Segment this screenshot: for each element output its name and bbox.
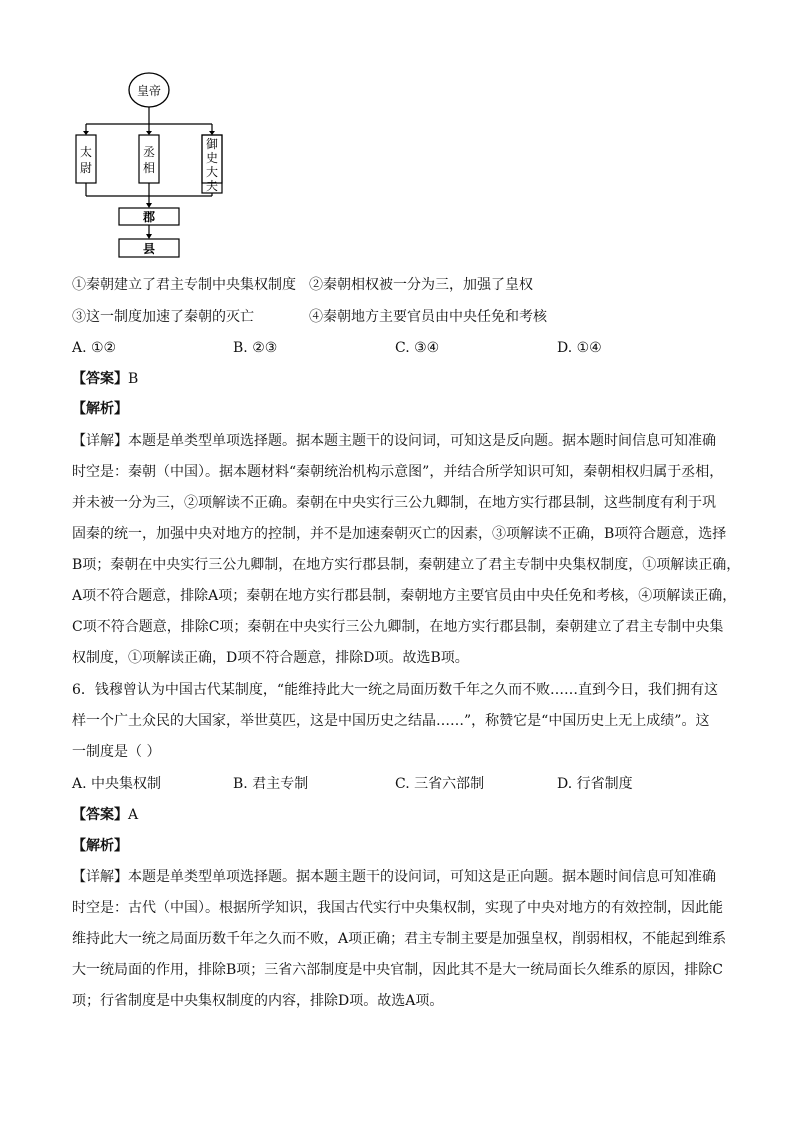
minister-label-taiwei: 太	[79, 145, 93, 159]
svg-text:大: 大	[205, 165, 219, 179]
minister-label-yushidafu: 御	[205, 137, 219, 151]
q5-detail-line: 权制度，①项解读正确，D项不符合题意，排除D项。故选B项。	[72, 650, 469, 666]
answer-label: 【答案】	[72, 807, 128, 823]
statement-3: ③这一制度加速了秦朝的灭亡	[72, 309, 254, 325]
q6-option-d: D. 行省制度	[557, 776, 633, 792]
q5-option-b: B. ②③	[233, 340, 278, 356]
q6-stem-line: 一制度是（ ）	[72, 744, 161, 760]
q6-detail-line: 【详解】本题是单类型单项选择题。据本题主题干的设问词，可知这是正向题。据本题时间信息可知准确	[72, 869, 716, 885]
q5-option-a: A. ①②	[72, 340, 117, 356]
q5-detail-line: 【详解】本题是单类型单项选择题。据本题主题干的设问词，可知这是反向题。据本题时间信息可知准确	[72, 433, 716, 449]
svg-text:相: 相	[142, 161, 156, 175]
minister-box-taiwei	[76, 135, 96, 183]
q5-detail-line: 并未被一分为三，②项解读不正确。秦朝在中央实行三公九卿制，在地方实行郡县制，这些制度有利于巩	[72, 495, 716, 511]
emperor-label: 皇帝	[136, 84, 162, 98]
q6-option-c: C. 三省六部制	[395, 776, 485, 792]
statement-1: ①秦朝建立了君主专制中央集权制度	[72, 277, 296, 293]
q6-analysis-label: 【解析】	[72, 838, 128, 854]
q6-option-b: B. 君主专制	[233, 776, 309, 792]
q6-detail-line: 时空是：古代（中国）。根据所学知识，我国古代实行中央集权制，实现了中央对地方的有效控制，因此能	[72, 900, 723, 916]
q5-option-d: D. ①④	[557, 340, 602, 356]
answer-value: B	[128, 371, 139, 387]
q5-detail-line: A项不符合题意，排除A项；秦朝在地方实行郡县制，秦朝地方主要官员由中央任免和考核，④项解读正确，	[72, 588, 737, 604]
q6-stem-line: 样一个广土众民的大国家，举世莫匹，这是中国历史之结晶……”，称赞它是“中国历史上无上成绩”。这	[72, 713, 710, 729]
answer-label: 【答案】	[72, 371, 128, 387]
statement-2: ②秦朝相权被一分为三，加强了皇权	[309, 277, 533, 293]
q6-detail-line: 项；行省制度是中央集权制度的内容，排除D项。故选A项。	[72, 993, 444, 1009]
q5-detail-line: C项不符合题意，排除C项；秦朝在中央实行三公九卿制，在地方实行郡县制，秦朝建立了君主专制中央集	[72, 619, 724, 635]
q5-analysis-label: 【解析】	[72, 401, 128, 417]
q6-option-a: A. 中央集权制	[72, 776, 162, 792]
q5-detail-line: 固秦的统一，加强中央对地方的控制，并不是加速秦朝灭亡的因素，③项解读不正确，B项符合题意，选择	[72, 526, 727, 542]
q5-detail-line: B项；秦朝在中央实行三公九卿制，在地方实行郡县制，秦朝建立了君主专制中央集权制度，①项解读正确，	[72, 557, 741, 573]
q6-answer	[72, 805, 138, 825]
q6-stem-line: 6．钱穆曾认为中国古代某制度，“能维持此大一统之局面历数千年之久而不败……直到今日，我们拥有这	[72, 682, 719, 698]
q6-detail-line: 维持此大一统之局面历数千年之久而不败，A项正确；君主专制主要是加强皇权，削弱相权，不能起到维系	[72, 931, 727, 947]
svg-text:史: 史	[205, 151, 219, 165]
svg-text:尉: 尉	[79, 161, 93, 175]
q6-detail-line: 大一统局面的作用，排除B项；三省六部制度是中央官制，因此其不是大一统局面长久维系的原因，排除C	[72, 962, 723, 978]
q5-answer	[72, 369, 138, 389]
minister-label-chengxiang: 丞	[142, 145, 156, 159]
statement-4: ④秦朝地方主要官员由中央任免和考核	[309, 309, 547, 325]
commandery-label: 郡	[142, 210, 156, 224]
svg-text:夫: 夫	[205, 179, 219, 193]
q5-option-c: C. ③④	[395, 340, 440, 356]
q5-detail-line: 时空是：秦朝（中国）。据本题材料“秦朝统治机构示意图”，并结合所学知识可知，秦朝相权归属于丞相，	[72, 464, 724, 480]
county-label: 县	[142, 242, 156, 256]
qin-government-diagram	[64, 68, 234, 264]
minister-box-chengxiang	[139, 135, 159, 183]
answer-value: A	[128, 807, 139, 823]
